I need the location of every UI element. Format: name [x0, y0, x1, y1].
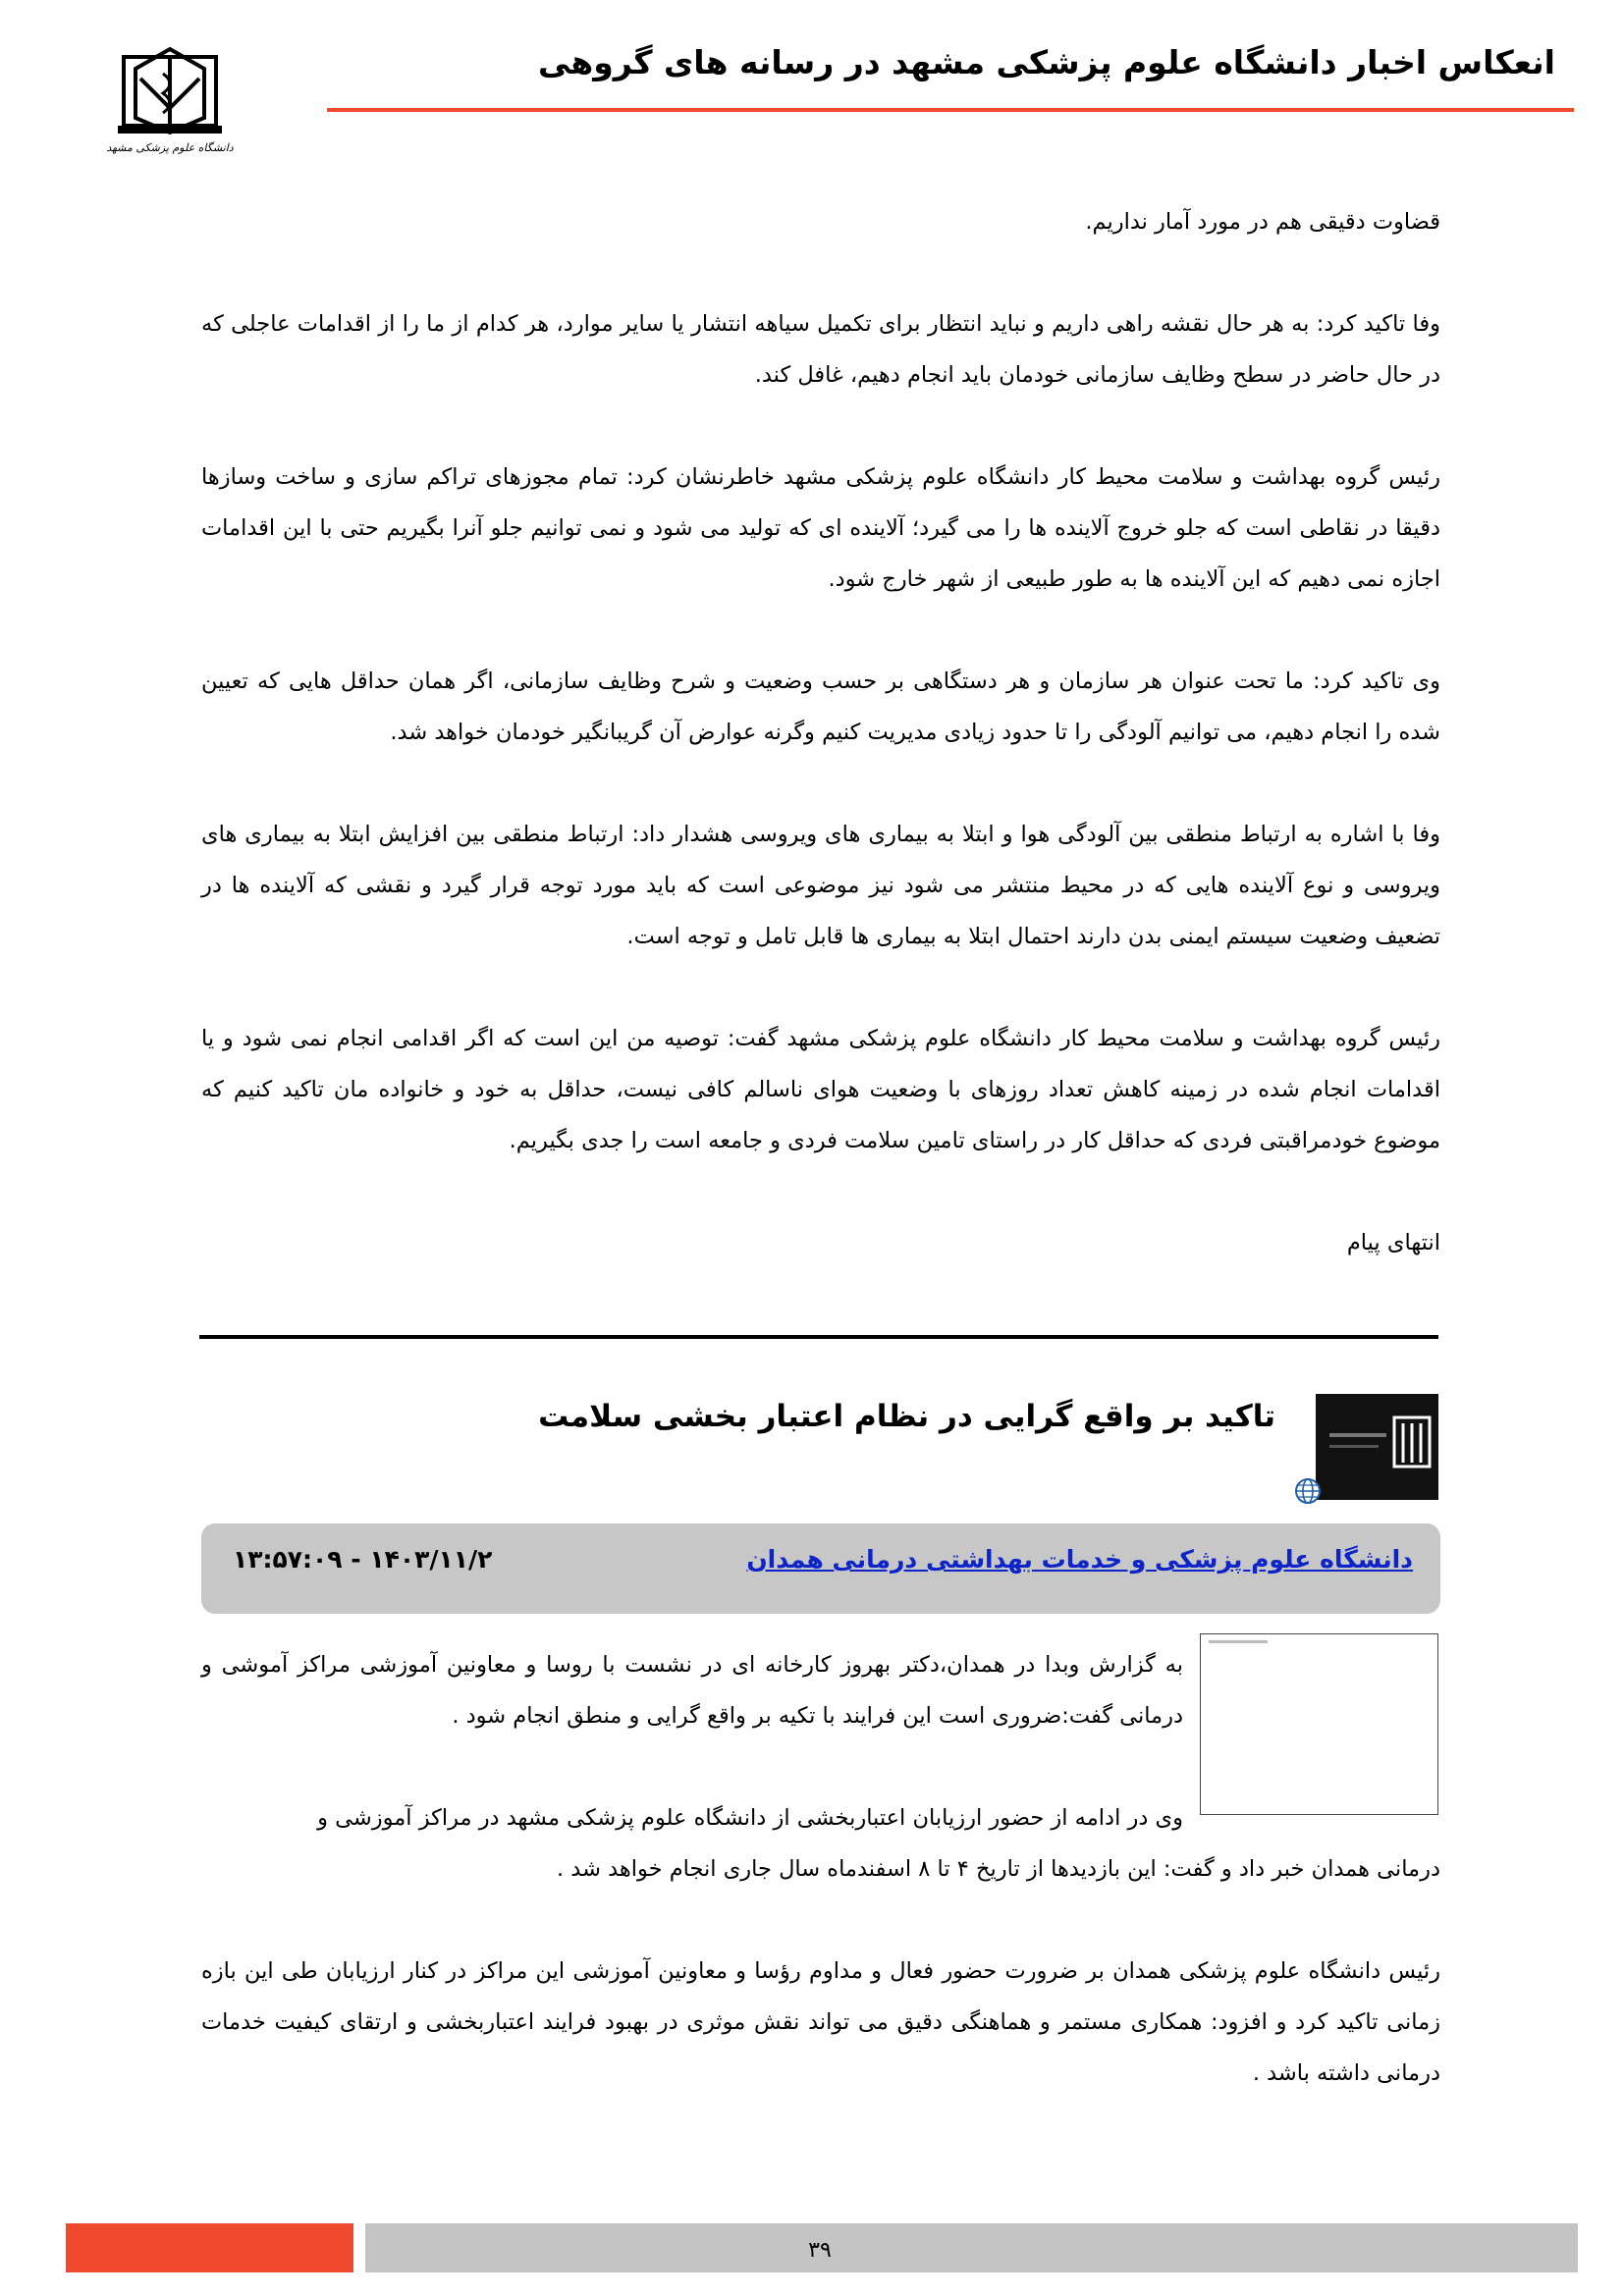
news-paragraph: رئیس دانشگاه علوم پزشکی همدان بر ضرورت حضور فعال و مداوم رؤسا و معاونین آموزشی این مراکز در کنار ارزیابان طی این بازه زمانی تاکید کرد و افزود: همکاری مستمر و هماهنگی دقیق می تواند نقش موثری در بهبود فرایند اعتباربخشی و ارتقای کیفیت خدمات درمانی داشته باشد . [201, 1958, 1440, 2086]
article-paragraph: رئیس گروه بهداشت و سلامت محیط کار دانشگاه علوم پزشکی مشهد گفت: توصیه من این است که اگر اقدامی انجام نمی شود و یا اقدامات انجام شده در زمینه کاهش تعداد روزهای با وضعیت هوای ناسالم کافی نیست، حداقل به خود و خانواده مان تاکید کنیم که موضوع خودمراقبتی فردی که حداقل کار در راستای تامین سلامت فردی و جامعه است را جدی بگیریم. [201, 1026, 1440, 1153]
footer-accent-bar [66, 2223, 353, 2272]
article-paragraph: وفا با اشاره به ارتباط منطقی بین آلودگی هوا و ابتلا به بیماری های ویروسی هشدار داد: ارتباط منطقی بین افزایش ابتلا به بیماری های ویروسی و نوع آلاینده هایی که در محیط منتشر می شود نیز موضوعی است که باید مورد توجه قرار گیرد و نقشی که آلاینده ها در تضعیف وضعیت سیستم ایمنی بدن دارند احتمال ابتلا به بیماری ها قابل تامل و توجه است. [201, 822, 1440, 949]
article-body [201, 196, 1440, 1268]
university-logo [106, 39, 234, 167]
footer-bar [365, 2223, 1578, 2272]
article-paragraph: وی تاکید کرد: ما تحت عنوان هر سازمان و هر دستگاهی بر حسب وضعیت و شرح وظایف سازمانی، اگر همان حداقل هایی که تعیین شده را انجام دهیم، می توانیم آلودگی را تا حدود زیادی مدیریت کنیم وگرنه عوارض آن گریبانگیر خودمان خواهد شد. [201, 668, 1440, 745]
university-emblem-icon [1316, 1394, 1438, 1500]
header-divider [327, 108, 1574, 112]
news-paragraph: به گزارش وبدا در همدان،دکتر بهروز کارخانه ای در نشست با روسا و معاونین آموزشی مراکز آموشی و درمانی گفت:ضروری است این فرایند با تکیه بر واقع گرایی و منطق انجام شود . [201, 1652, 1183, 1729]
news-paragraph: وی در ادامه از حضور ارزیابان اعتباربخشی از دانشگاه علوم پزشکی مشهد در مراکز آموزشی و [317, 1805, 1183, 1831]
news-datetime: ۱۴۰۳/۱۱/۲ - ۱۳:۵۷:۰۹ [233, 1545, 493, 1574]
page-number: ۳۹ [808, 2238, 832, 2263]
news-body [201, 1639, 1440, 2099]
globe-icon[interactable] [1294, 1477, 1322, 1505]
article-paragraph: قضاوت دقیقی هم در مورد آمار نداریم. [1085, 209, 1440, 235]
article-separator [199, 1335, 1438, 1339]
logo-caption: دانشگاه علوم پزشکی مشهد [106, 141, 234, 154]
page-header-title: انعکاس اخبار دانشگاه علوم پزشکی مشهد در رسانه های گروهی [538, 43, 1555, 81]
news-source-bar [201, 1523, 1440, 1614]
article-paragraph: رئیس گروه بهداشت و سلامت محیط کار دانشگاه علوم پزشکی مشهد خاطرنشان کرد: تمام مجوزهای تراکم سازی و ساخت وسازها دقیقا در نقاطی است که جلو خروج آلاینده ها را می گیرد؛ آلاینده ای که تولید می شود و نمی توانیم جلو آنرا بگیریم حتی با این اقدامات اجازه نمی دهیم که این آلاینده ها به طور طبیعی از شهر خارج شود. [201, 464, 1440, 592]
article-end-note: انتهای پیام [1346, 1230, 1440, 1255]
news-source-link[interactable]: دانشگاه علوم پزشکی و خدمات بهداشتی درمانی همدان [746, 1545, 1413, 1574]
news-source-thumbnail [1316, 1394, 1438, 1500]
news-paragraph: درمانی همدان خبر داد و گفت: این بازدیدها از تاریخ ۴ تا ۸ اسفندماه سال جاری انجام خواهد شد . [556, 1856, 1440, 1882]
article-paragraph: وفا تاکید کرد: به هر حال نقشه راهی داریم و نباید انتظار برای تکمیل سیاهه انتشار یا سایر موارد، هر کدام از ما را از اقدامات عاجلی که در حال حاضر در سطح وظایف سازمانی خودمان باید انجام دهیم، غافل کند. [201, 311, 1440, 388]
news-title: تاکید بر واقع گرایی در نظام اعتبار بخشی سلامت [538, 1399, 1275, 1434]
